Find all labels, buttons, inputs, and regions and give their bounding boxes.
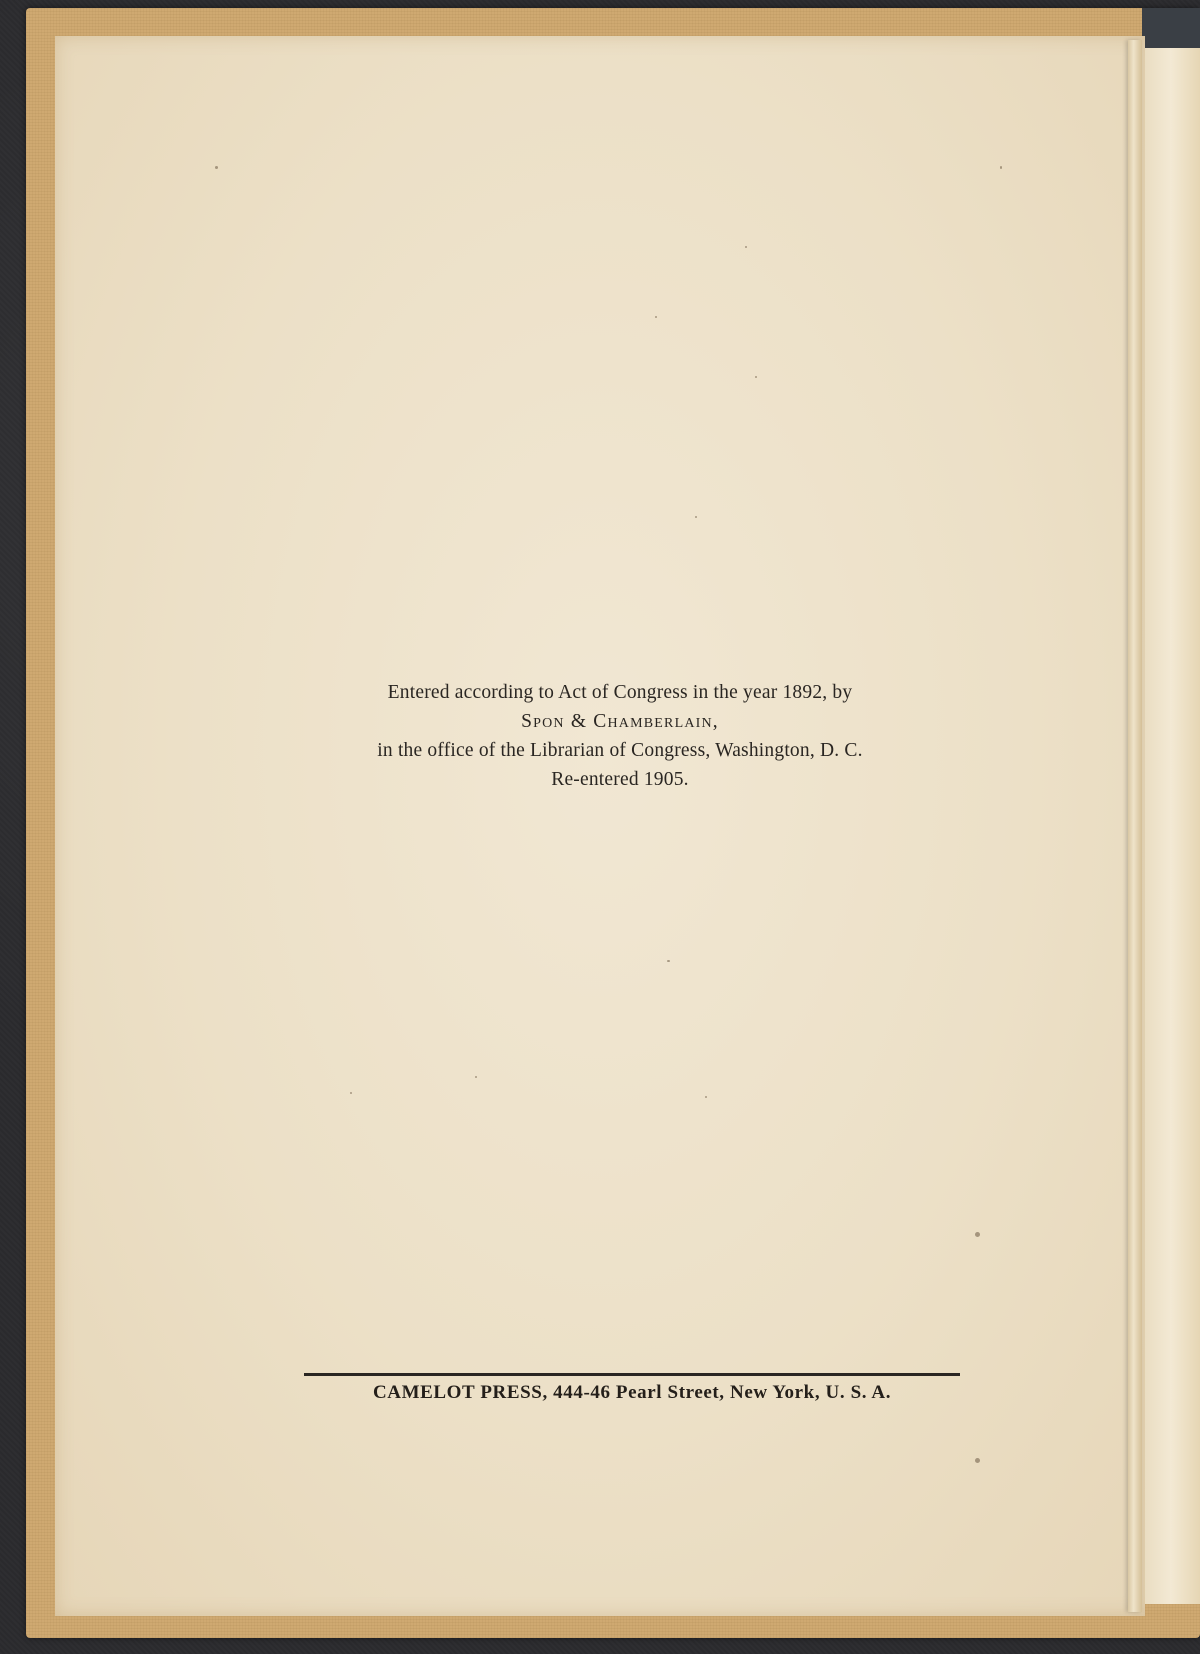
foxing-speck [755, 376, 757, 378]
gutter-shadow [1128, 40, 1142, 1612]
imprint-line-entered: Entered according to Act of Congress in the year 1892, by [387, 682, 853, 703]
printer-rule [304, 1373, 960, 1376]
foxing-speck [975, 1232, 980, 1237]
foxing-speck [655, 316, 657, 318]
foxing-speck [475, 1076, 477, 1078]
foxing-speck [215, 166, 218, 169]
imprint-line-publisher: Spon & Chamberlain, [521, 711, 719, 732]
imprint-line-office: in the office of the Librarian of Congress, Washington, D. C. [377, 740, 863, 761]
foxing-speck [705, 1096, 707, 1098]
imprint-line-reentered: Re-entered 1905. [551, 769, 689, 790]
foxing-speck [975, 1458, 980, 1463]
foxing-speck [745, 246, 747, 248]
facing-page-edge [1142, 48, 1200, 1604]
foxing-speck [1000, 166, 1002, 169]
spine-cloth [1142, 8, 1200, 52]
foxing-speck [695, 516, 697, 518]
copyright-imprint [300, 678, 940, 794]
foxing-speck [350, 1092, 352, 1094]
printer-imprint: CAMELOT PRESS, 444-46 Pearl Street, New York, U. S. A. [372, 1382, 892, 1403]
pastedown-page [55, 36, 1145, 1616]
foxing-speck [667, 960, 670, 962]
